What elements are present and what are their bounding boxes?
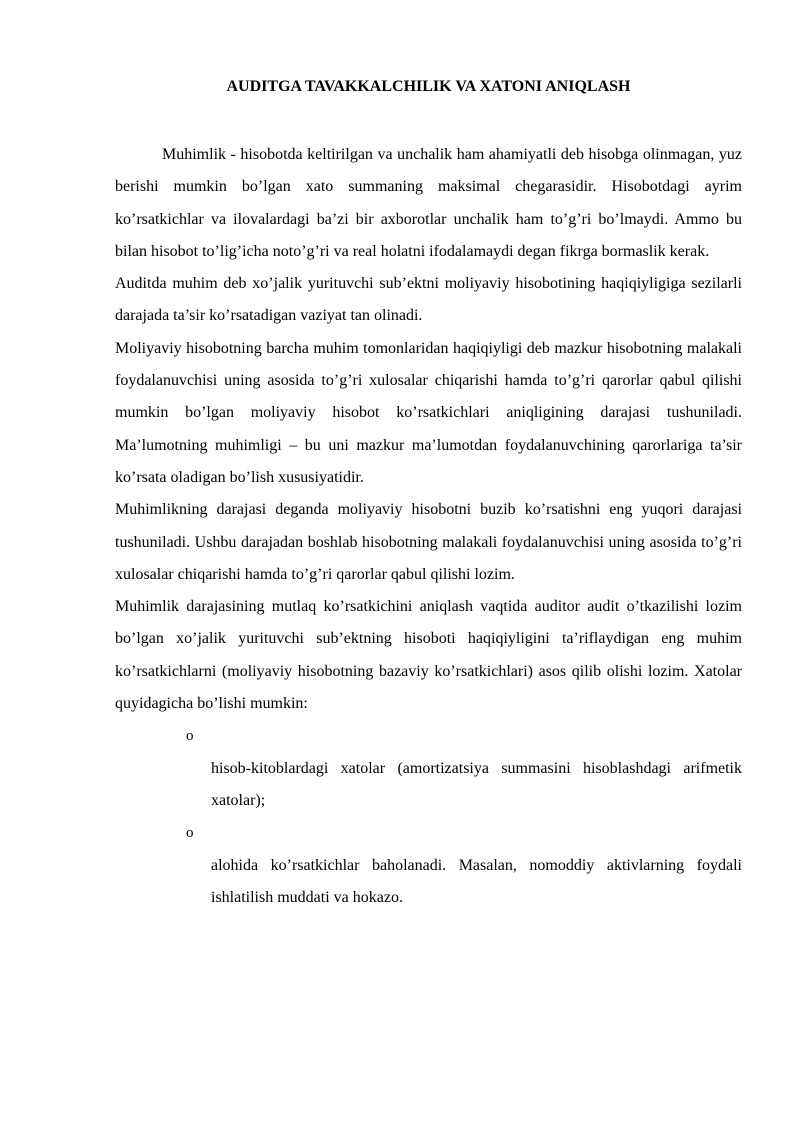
paragraph-reliability: Moliyaviy hisobotning barcha muhim tomonlaridan haqiqiyligi deb mazkur hisobotning malakali foydalanuvchisi uning asosida to’g’ri xulosalar chiqarishi hamda to’g’ri qarorlar qabul qilishi mumkin bo’lgan moliyaviy hisobot ko’rsatkichlari aniqligining darajasi tushuniladi. Ma’lumotning muhimligi – bu uni mazkur ma’lumotdan foydalanuvchining qarorlariga ta’sir ko’rsata oladigan bo’lish xususiyatidir. bbox=[115, 339, 742, 486]
paragraph-definition: Muhimlik - hisobotda keltirilgan va unchalik ham ahamiyatli deb hisobga olinmagan, yuz berishi mumkin bo’lgan xato summaning maksimal chegarasidir. Hisobotdagi ayrim ko’rsatkichlar va ilovalardagi ba’zi bir axborotlar unchalik ham to’g’ri bo’lmaydi. Ammo bu bilan hisobot to’lig’icha noto’g’ri va real holatni ifodalamaydi degan fikrga bormaslik kerak. bbox=[115, 146, 742, 260]
paragraph-materiality-level: Muhimlikning darajasi deganda moliyaviy hisobotni buzib ko’rsatishni eng yuqori darajasi tushuniladi. Ushbu darajadan boshlab hisobotning malakali foydalanuvchisi uning asosida to’g’ri xulosalar chiqarishi hamda to’g’ri qarorlar qabul qilishi lozim. bbox=[115, 501, 742, 583]
document-title: AUDITGA TAVAKKALCHILIK VA XATONI ANIQLASH bbox=[226, 78, 631, 95]
bullet-marker: o bbox=[186, 825, 194, 842]
list-item bbox=[186, 720, 742, 817]
paragraph-absolute-indicator: Muhimlik darajasining mutlaq ko’rsatkichini aniqlash vaqtida auditor audit o’tkazilishi lozim bo’lgan xo’jalik yurituvchi sub’ektning hisoboti haqiqiyligini ta’riflaydigan eng muhim ko’rsatkichlarni (moliyaviy hisobotning bazaviy ko’rsatkichlari) asos qilib olishi lozim. Xatolar quyidagicha bo’lishi mumkin: bbox=[115, 598, 742, 713]
paragraph-audit-materiality: Auditda muhim deb xo’jalik yurituvchi sub’ektni moliyaviy hisobotining haqiqiyligiga sezilarli darajada ta’sir ko’rsatadigan vaziyat tan olinadi. bbox=[115, 275, 742, 325]
list-item bbox=[186, 817, 742, 914]
list-item-text: alohida ko’rsatkichlar baholanadi. Masalan, nomoddiy aktivlarning foydali ishlatilish muddati va hokazo. bbox=[211, 856, 742, 906]
bullet-marker: o bbox=[186, 728, 194, 745]
document-body bbox=[115, 139, 742, 914]
list-item-text: hisob-kitoblardagi xatolar (amortizatsiya summasini hisoblashdagi arifmetik xatolar); bbox=[211, 759, 742, 809]
error-types-list bbox=[115, 720, 742, 914]
